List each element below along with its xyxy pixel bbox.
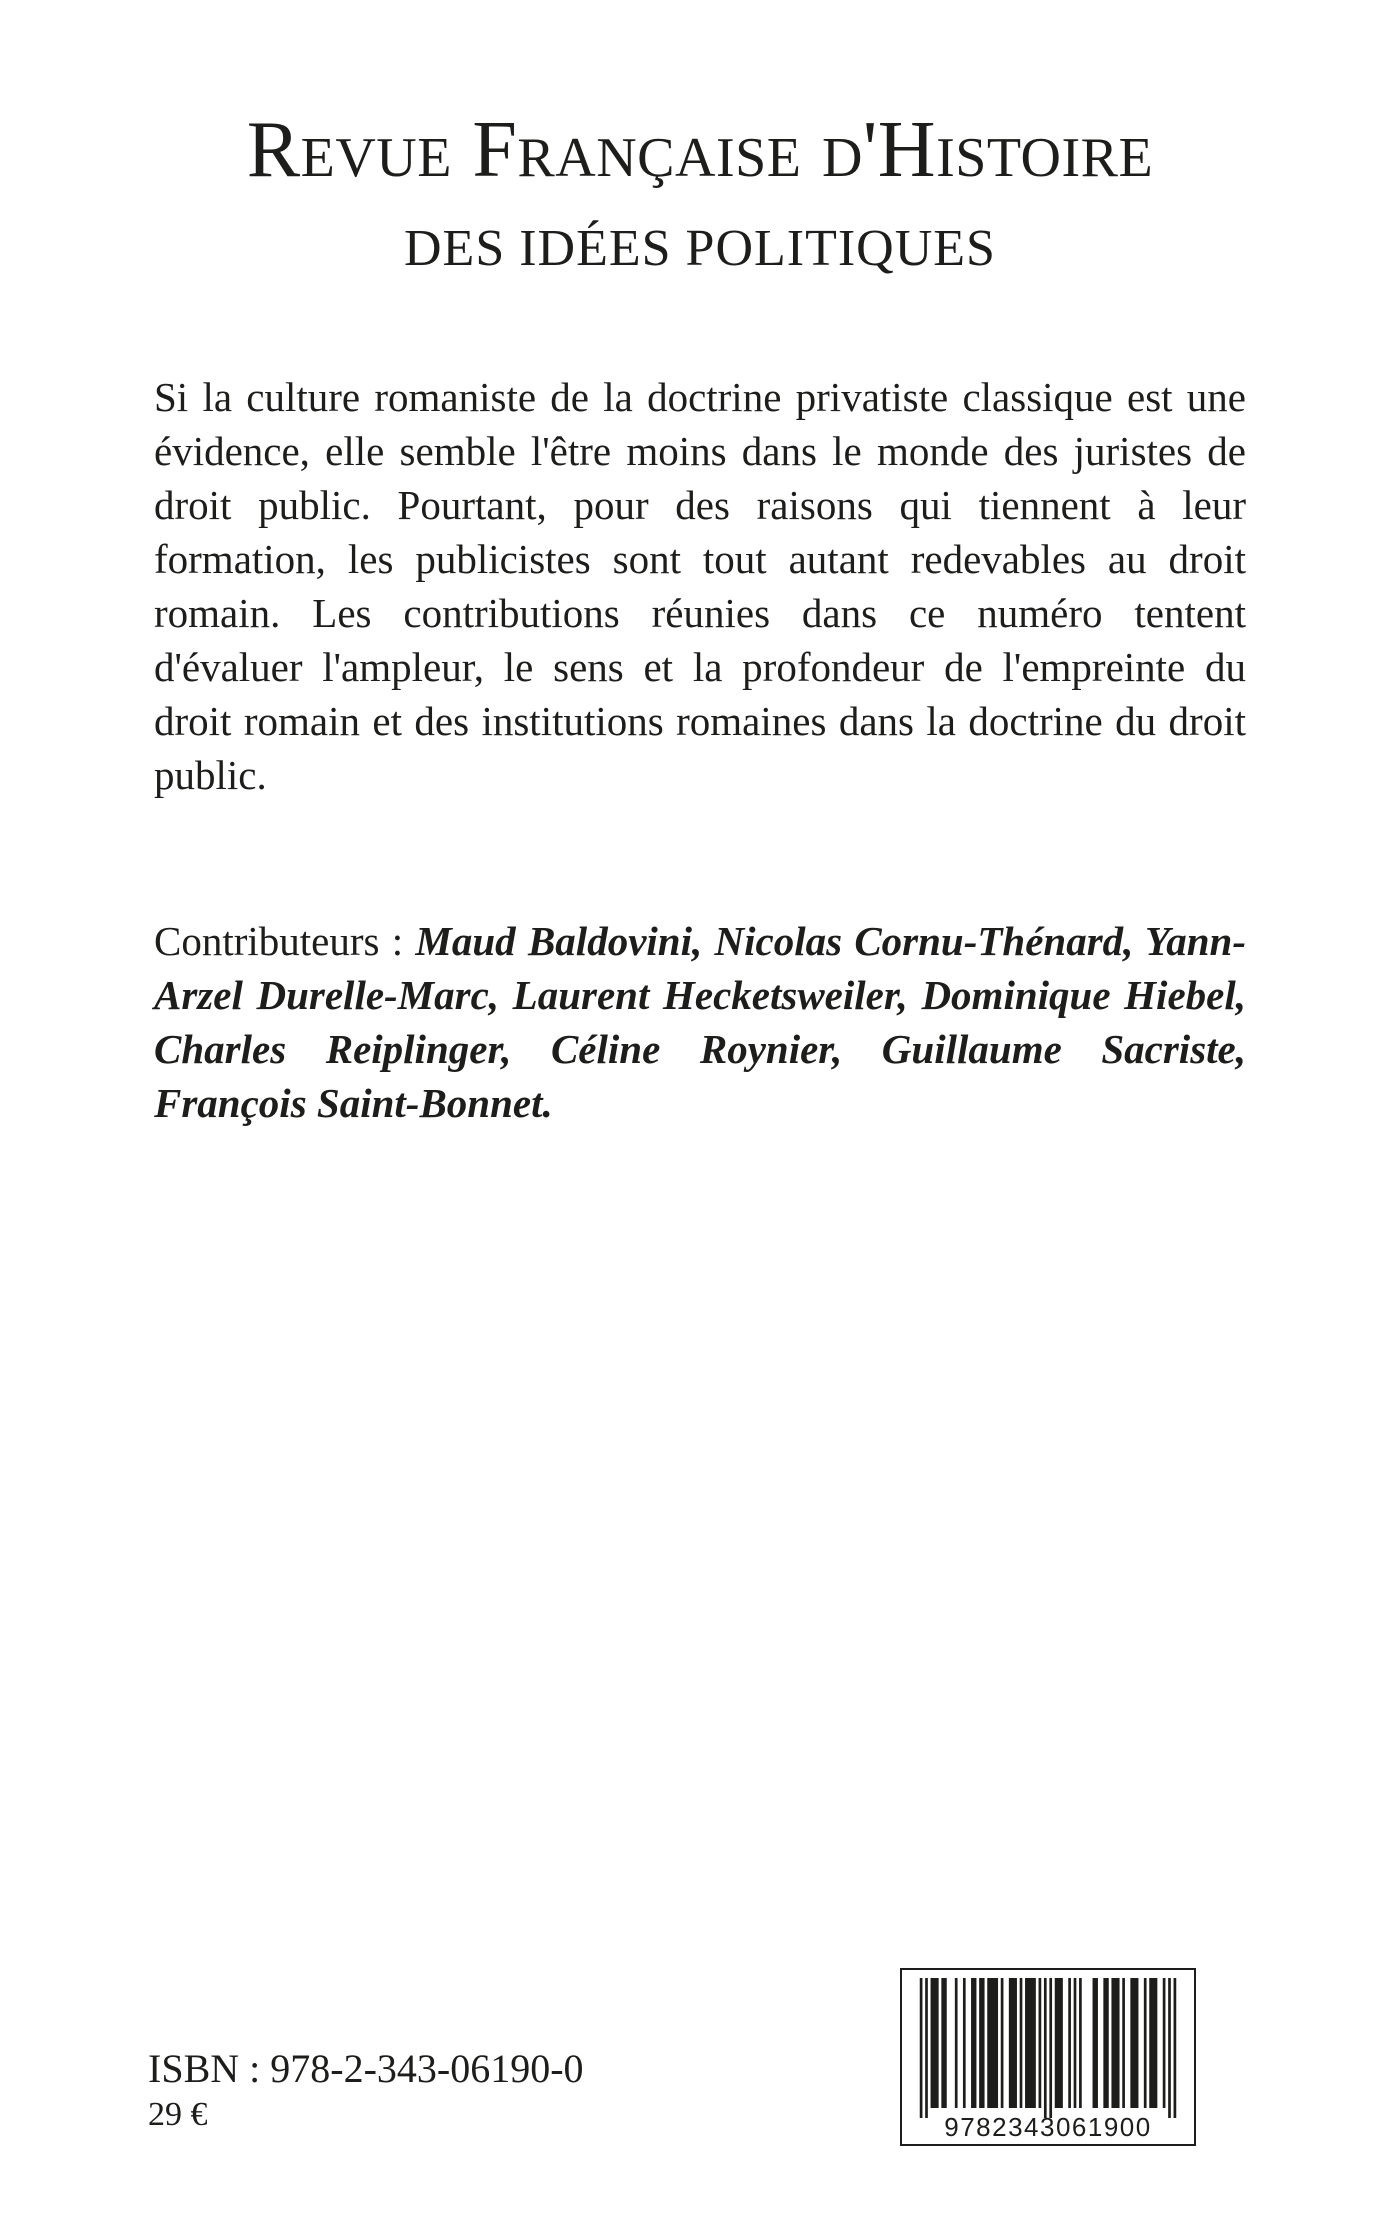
- barcode-bar: [1025, 1978, 1036, 2108]
- barcode-bar: [925, 1978, 928, 2118]
- barcode-bar: [931, 1978, 939, 2108]
- summary-paragraph: Si la culture romaniste de la doctrine privatiste classique est une évidence, elle semble l'être moins dans le monde des juristes de droit public. Pourtant, pour des raisons qui tiennent à leur formation, les publicistes sont tout autant redevables au droit romain. Les contributions réunies dans ce numéro tentent d'évaluer l'ampleur, le sens et la profondeur de l'empreinte du droit romain et des institutions romaines dans la doctrine du droit public.: [154, 374, 1246, 798]
- barcode-bar: [1144, 1978, 1147, 2108]
- barcode-bar: [979, 1978, 984, 2108]
- barcode-bar: [1122, 1978, 1125, 2108]
- barcode-bar: [1103, 1978, 1108, 2108]
- barcode-bar: [1001, 1978, 1004, 2108]
- barcode-bar: [1068, 1978, 1071, 2108]
- contributors-label: Contributeurs :: [154, 918, 416, 964]
- barcode-graphic: [902, 1970, 1194, 2144]
- title-line-2: DES IDÉES POLITIQUES: [404, 220, 996, 277]
- barcode-bars: [920, 1978, 1177, 2118]
- barcode-bar: [1163, 1978, 1166, 2108]
- barcode-bar: [963, 1978, 966, 2108]
- barcode-bar: [1111, 1978, 1119, 2108]
- barcode-bar: [955, 1978, 958, 2108]
- barcode-bar: [1049, 1978, 1052, 2118]
- barcode-bar: [1149, 1978, 1157, 2108]
- barcode-bar: [971, 1978, 976, 2108]
- barcode-bar: [1039, 1978, 1042, 2108]
- isbn-text: ISBN : 978-2-343-06190-0: [148, 2046, 584, 2091]
- barcode-bar: [1130, 1978, 1138, 2108]
- barcode-bar: [1044, 1978, 1047, 2118]
- contributors-paragraph: [154, 914, 1246, 1130]
- barcode-bar: [1009, 1978, 1017, 2108]
- barcode-bar: [1055, 1978, 1063, 2108]
- barcode-bar: [987, 1978, 998, 2108]
- barcode-bar: [1020, 1978, 1023, 2108]
- barcode-bar: [1074, 1978, 1077, 2108]
- barcode-bar: [941, 1978, 946, 2108]
- barcode-bar: [1174, 1978, 1177, 2118]
- barcode-bar: [1168, 1978, 1171, 2118]
- barcode: [900, 1968, 1196, 2146]
- barcode-digits: 9782343061900: [944, 2112, 1152, 2142]
- contributors-names: Maud Baldovini, Nicolas Cornu-Thénard, Yann-Arzel Durelle-Marc, Laurent Hecketsweiler, Dominique Hiebel, Charles Reiplinger, Céline Roynier, Guillaume Sacriste, François Saint-Bonnet.: [154, 918, 1246, 1126]
- barcode-bar: [1079, 1978, 1082, 2108]
- title-line-1: Revue Française d'Histoire: [246, 106, 1154, 194]
- price-text: 29 €: [148, 2096, 208, 2133]
- journal-title: [0, 108, 1400, 277]
- barcode-bar: [1093, 1978, 1098, 2108]
- barcode-bar: [920, 1978, 923, 2118]
